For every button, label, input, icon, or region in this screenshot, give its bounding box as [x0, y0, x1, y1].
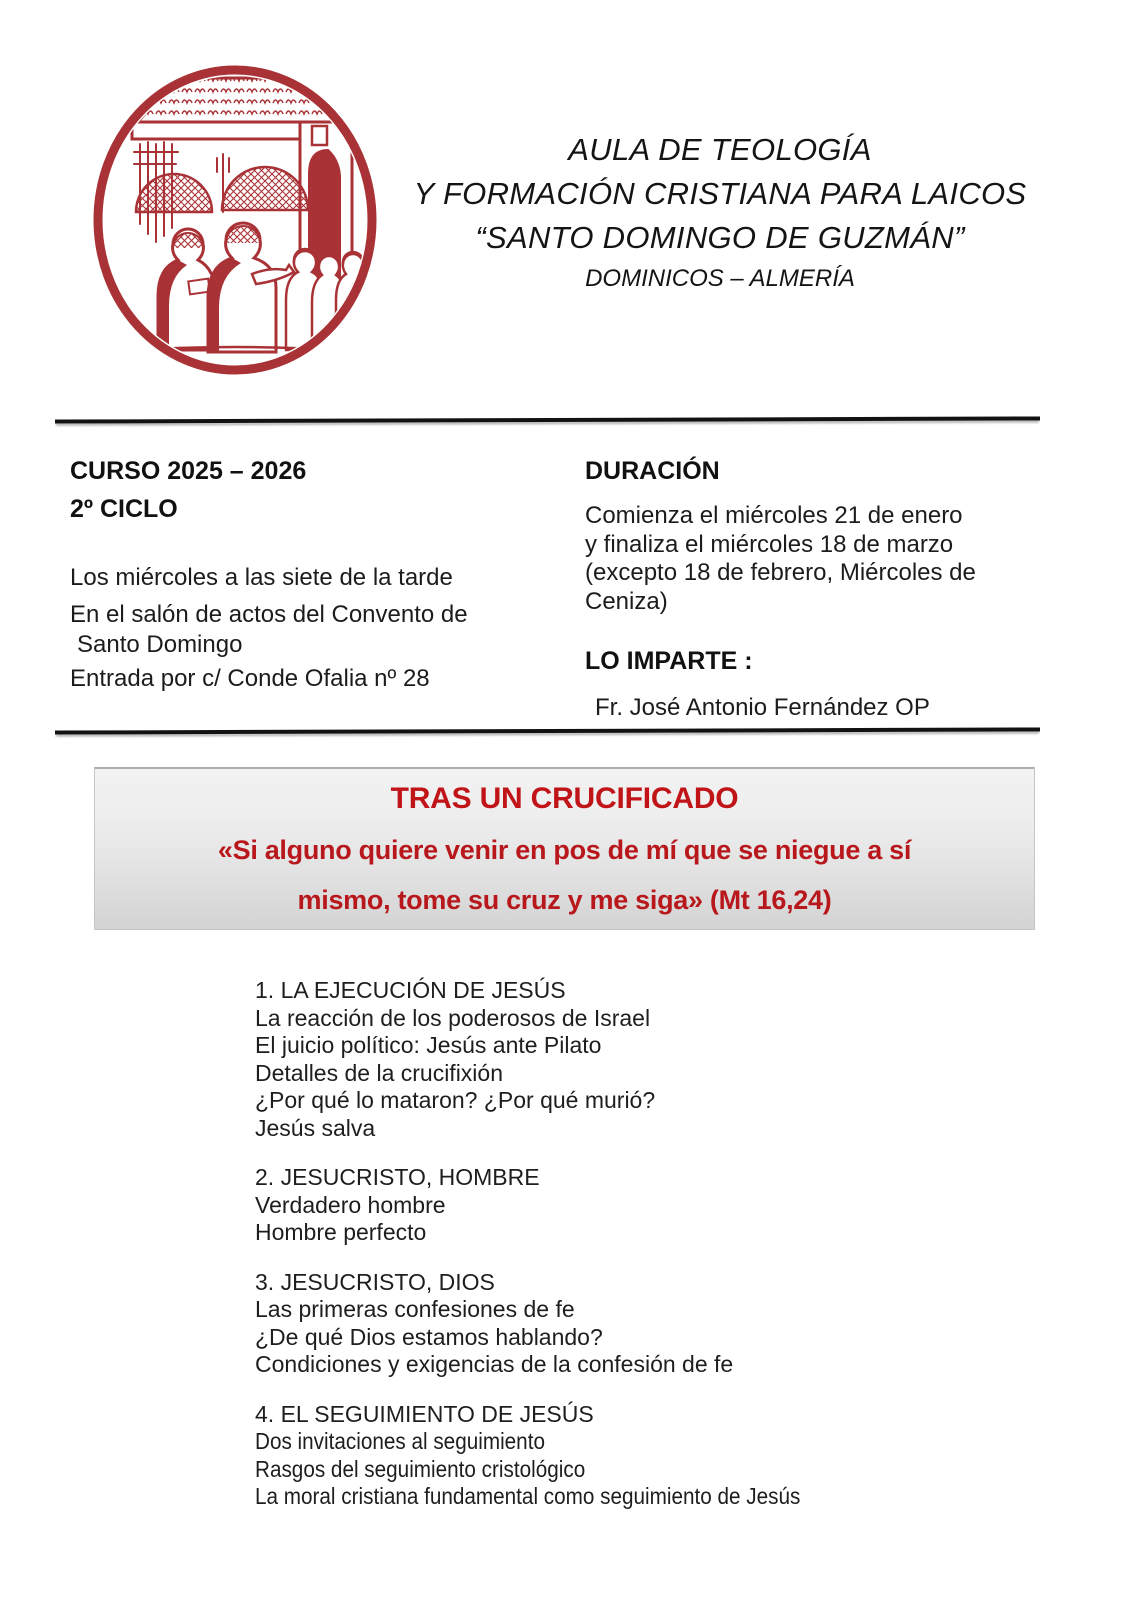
- outline-item: Rasgos del seguimiento cristológico: [255, 1455, 586, 1482]
- header-title-line3: “SANTO DOMINGO DE GUZMÁN”: [475, 220, 965, 255]
- outline-section-title: 3. JESUCRISTO, DIOS: [255, 1268, 495, 1295]
- outline-item: Dos invitaciones al seguimiento: [255, 1428, 545, 1454]
- course-title-banner: [94, 767, 1035, 930]
- info-left-column: [70, 452, 560, 694]
- outline-item: ¿De qué Dios estamos hablando?: [255, 1323, 603, 1350]
- course-quote-line2: mismo, tome su cruz y me siga» (Mt 16,24): [297, 885, 832, 915]
- outline-item: Hombre perfecto: [255, 1219, 427, 1245]
- outline-section-2: [255, 1164, 975, 1247]
- divider-middle: [55, 727, 1040, 734]
- outline-item: Jesús salva: [255, 1114, 376, 1141]
- course-quote-line1: «Si alguno quiere venir en pos de mí que se niegue a sí: [217, 835, 912, 865]
- cycle-label: 2º CICLO: [70, 495, 178, 523]
- course-year-label: CURSO 2025 – 2026: [70, 457, 307, 485]
- outline-item: Las primeras confesiones de fe: [255, 1296, 575, 1322]
- dominicos-seal-logo: [90, 62, 380, 377]
- outline-section-1: [255, 977, 975, 1142]
- outline-section-title: 4. EL SEGUIMIENTO DE JESÚS: [255, 1400, 594, 1427]
- duration-label: DURACIÓN: [585, 457, 720, 485]
- teacher-label: LO IMPARTE :: [585, 647, 753, 675]
- outline-item: La moral cristiana fundamental como seguimiento de Jesús: [255, 1483, 801, 1509]
- outline-section-title: 2. JESUCRISTO, HOMBRE: [255, 1164, 540, 1190]
- duration-line3: (excepto 18 de febrero, Miércoles de: [585, 559, 976, 586]
- course-outline: [255, 977, 975, 1533]
- schedule-text: Los miércoles a las siete de la tarde: [70, 564, 453, 591]
- venue-line2: Santo Domingo: [77, 631, 243, 658]
- outline-item: El juicio político: Jesús ante Pilato: [255, 1032, 602, 1058]
- venue-line1: En el salón de actos del Convento de: [70, 601, 468, 628]
- header-title-line2: Y FORMACIÓN CRISTIANA PARA LAICOS: [413, 176, 1027, 211]
- outline-item: Detalles de la crucifixión: [255, 1059, 504, 1086]
- teacher-name: Fr. José Antonio Fernández OP: [595, 694, 930, 721]
- course-title: TRAS UN CRUCIFICADO: [390, 782, 739, 815]
- outline-item: ¿Por qué lo mataron? ¿Por qué murió?: [255, 1087, 656, 1113]
- header-title-block: [385, 128, 1055, 298]
- duration-line2: y finaliza el miércoles 18 de marzo: [585, 530, 954, 558]
- duration-line4: Ceniza): [585, 587, 668, 615]
- outline-section-3: [255, 1269, 975, 1379]
- course-quote: [95, 825, 1034, 925]
- outline-item: La reacción de los poderosos de Israel: [255, 1004, 651, 1031]
- header-title-line1: AULA DE TEOLOGÍA: [568, 132, 872, 167]
- info-right-column: [585, 452, 1045, 723]
- duration-line1: Comienza el miércoles 21 de enero: [585, 502, 963, 529]
- outline-section-4: [255, 1401, 975, 1511]
- outline-item: Verdadero hombre: [255, 1191, 446, 1218]
- header-subtitle: DOMINICOS – ALMERÍA: [585, 265, 855, 292]
- outline-item: Condiciones y exigencias de la confesión de fe: [255, 1351, 734, 1377]
- duration-paragraph: [585, 502, 1045, 616]
- outline-section-title: 1. LA EJECUCIÓN DE JESÚS: [255, 977, 566, 1003]
- entrance-text: Entrada por c/ Conde Ofalia nº 28: [70, 665, 430, 692]
- divider-top: [55, 416, 1040, 423]
